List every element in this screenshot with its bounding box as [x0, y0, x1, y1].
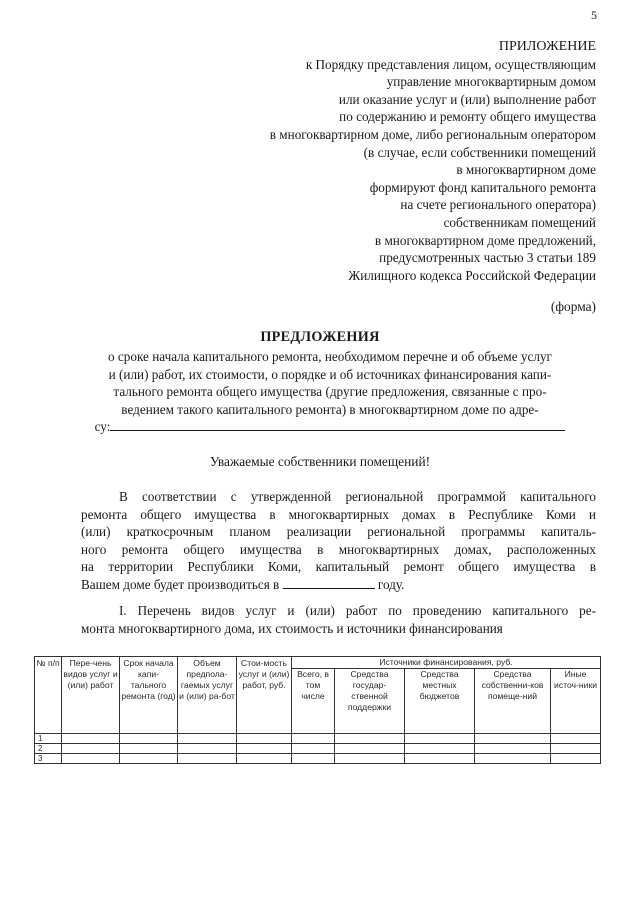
year-blank	[283, 576, 375, 589]
address-line	[60, 418, 600, 436]
subtitle-line: тального ремонта общего имущества (другие предложения, связанные с про-	[113, 384, 547, 400]
col-total-header: Всего, в том числе	[292, 669, 335, 734]
col-cost-header: Стои-мость услуг и (или) работ, руб.	[237, 657, 292, 734]
row-number: 2	[35, 744, 62, 754]
appendix-line: собственникам помещений	[443, 214, 596, 230]
paragraph-line-year	[81, 576, 596, 594]
subtitle-line: и (или) работ, их стоимости, о порядке и об источниках финансирования капи-	[108, 366, 552, 382]
section-heading	[81, 602, 596, 637]
financing-table	[34, 656, 601, 764]
form-label: (форма)	[550, 299, 596, 314]
col-works-list-header: Пере-чень видов услуг и (или) работ	[62, 657, 120, 734]
address-prefix: су:	[94, 419, 111, 435]
subtitle-line: о сроке начала капитального ремонта, необходимом перечне и об объеме услуг	[108, 349, 552, 364]
page-number: 5	[591, 8, 597, 22]
col-start-year-header: Срок начала капи-тального ремонта (год)	[120, 657, 178, 734]
appendix-line: управление многоквартирным домом	[386, 74, 596, 90]
appendix-line: формируют фонд капитального ремонта	[369, 179, 596, 195]
col-local-budget-header: Средства местных бюджетов	[405, 669, 475, 734]
paragraph-line: на территории Республики Коми, капитальный ремонт общего имущества в	[81, 559, 596, 575]
section-line: монта многоквартирного дома, их стоимость и источники финансирования	[81, 620, 503, 636]
col-owners-funds-header: Средства собственни-ков помеще-ний	[475, 669, 551, 734]
appendix-line: в многоквартирном доме, либо региональным оператором	[269, 126, 596, 142]
row-number: 3	[35, 754, 62, 764]
row-number: 1	[35, 734, 62, 744]
table-row	[35, 744, 601, 754]
appendix-block	[270, 38, 596, 284]
address-blank	[110, 418, 565, 431]
appendix-line: в многоквартирном доме предложений,	[374, 232, 596, 248]
paragraph-line: ремонта общего имущества в многоквартирных домах в Республике Коми и	[81, 506, 596, 522]
paragraph-line: ного ремонта общего имущества в многоквартирных домах, расположенных	[81, 541, 596, 557]
col-other-sources-header: Иные источ-ники	[551, 669, 601, 734]
year-suffix: году.	[377, 576, 405, 592]
year-prefix: Вашем доме будет производиться в	[81, 576, 280, 592]
appendix-line: предусмотренных частью 3 статьи 189	[379, 250, 596, 266]
sources-header: Источники финансирования, руб.	[292, 657, 601, 669]
appendix-line: или оказание услуг и (или) выполнение работ	[338, 91, 596, 107]
paragraph-line: (или) краткосрочным планом реализации региональной программы капиталь-	[81, 524, 596, 540]
appendix-line: к Порядку представления лицом, осуществляющим	[305, 56, 596, 72]
appendix-line: (в случае, если собственники помещений	[363, 144, 596, 160]
appendix-line: в многоквартирном доме	[456, 162, 596, 178]
appendix-line: Жилищного кодекса Российской Федерации	[348, 267, 596, 283]
greeting: Уважаемые собственники помещений!	[209, 454, 431, 469]
col-volume-header: Объем предпола-гаемых услуг и (или) ра-бот	[178, 657, 237, 734]
section-line: I. Перечень видов услуг и (или) работ по проведению капитального ре-	[119, 603, 596, 618]
appendix-line: по содержанию и ремонту общего имущества	[339, 109, 596, 125]
document-subtitle	[60, 348, 600, 436]
paragraph-line: В соответствии с утвержденной региональной программой капитального	[119, 489, 596, 504]
appendix-line: на счете регионального оператора)	[400, 197, 596, 213]
table-row	[35, 734, 601, 744]
table-row	[35, 754, 601, 764]
document-title: ПРЕДЛОЖЕНИЯ	[260, 329, 380, 345]
main-paragraph	[81, 488, 596, 594]
subtitle-line: ведением такого капитального ремонта) в многоквартирном доме по адре-	[121, 401, 539, 417]
col-number-header: № п/п	[35, 657, 62, 734]
appendix-heading: ПРИЛОЖЕНИЕ	[498, 39, 596, 54]
col-state-support-header: Средства государ-ственной поддержки	[335, 669, 405, 734]
